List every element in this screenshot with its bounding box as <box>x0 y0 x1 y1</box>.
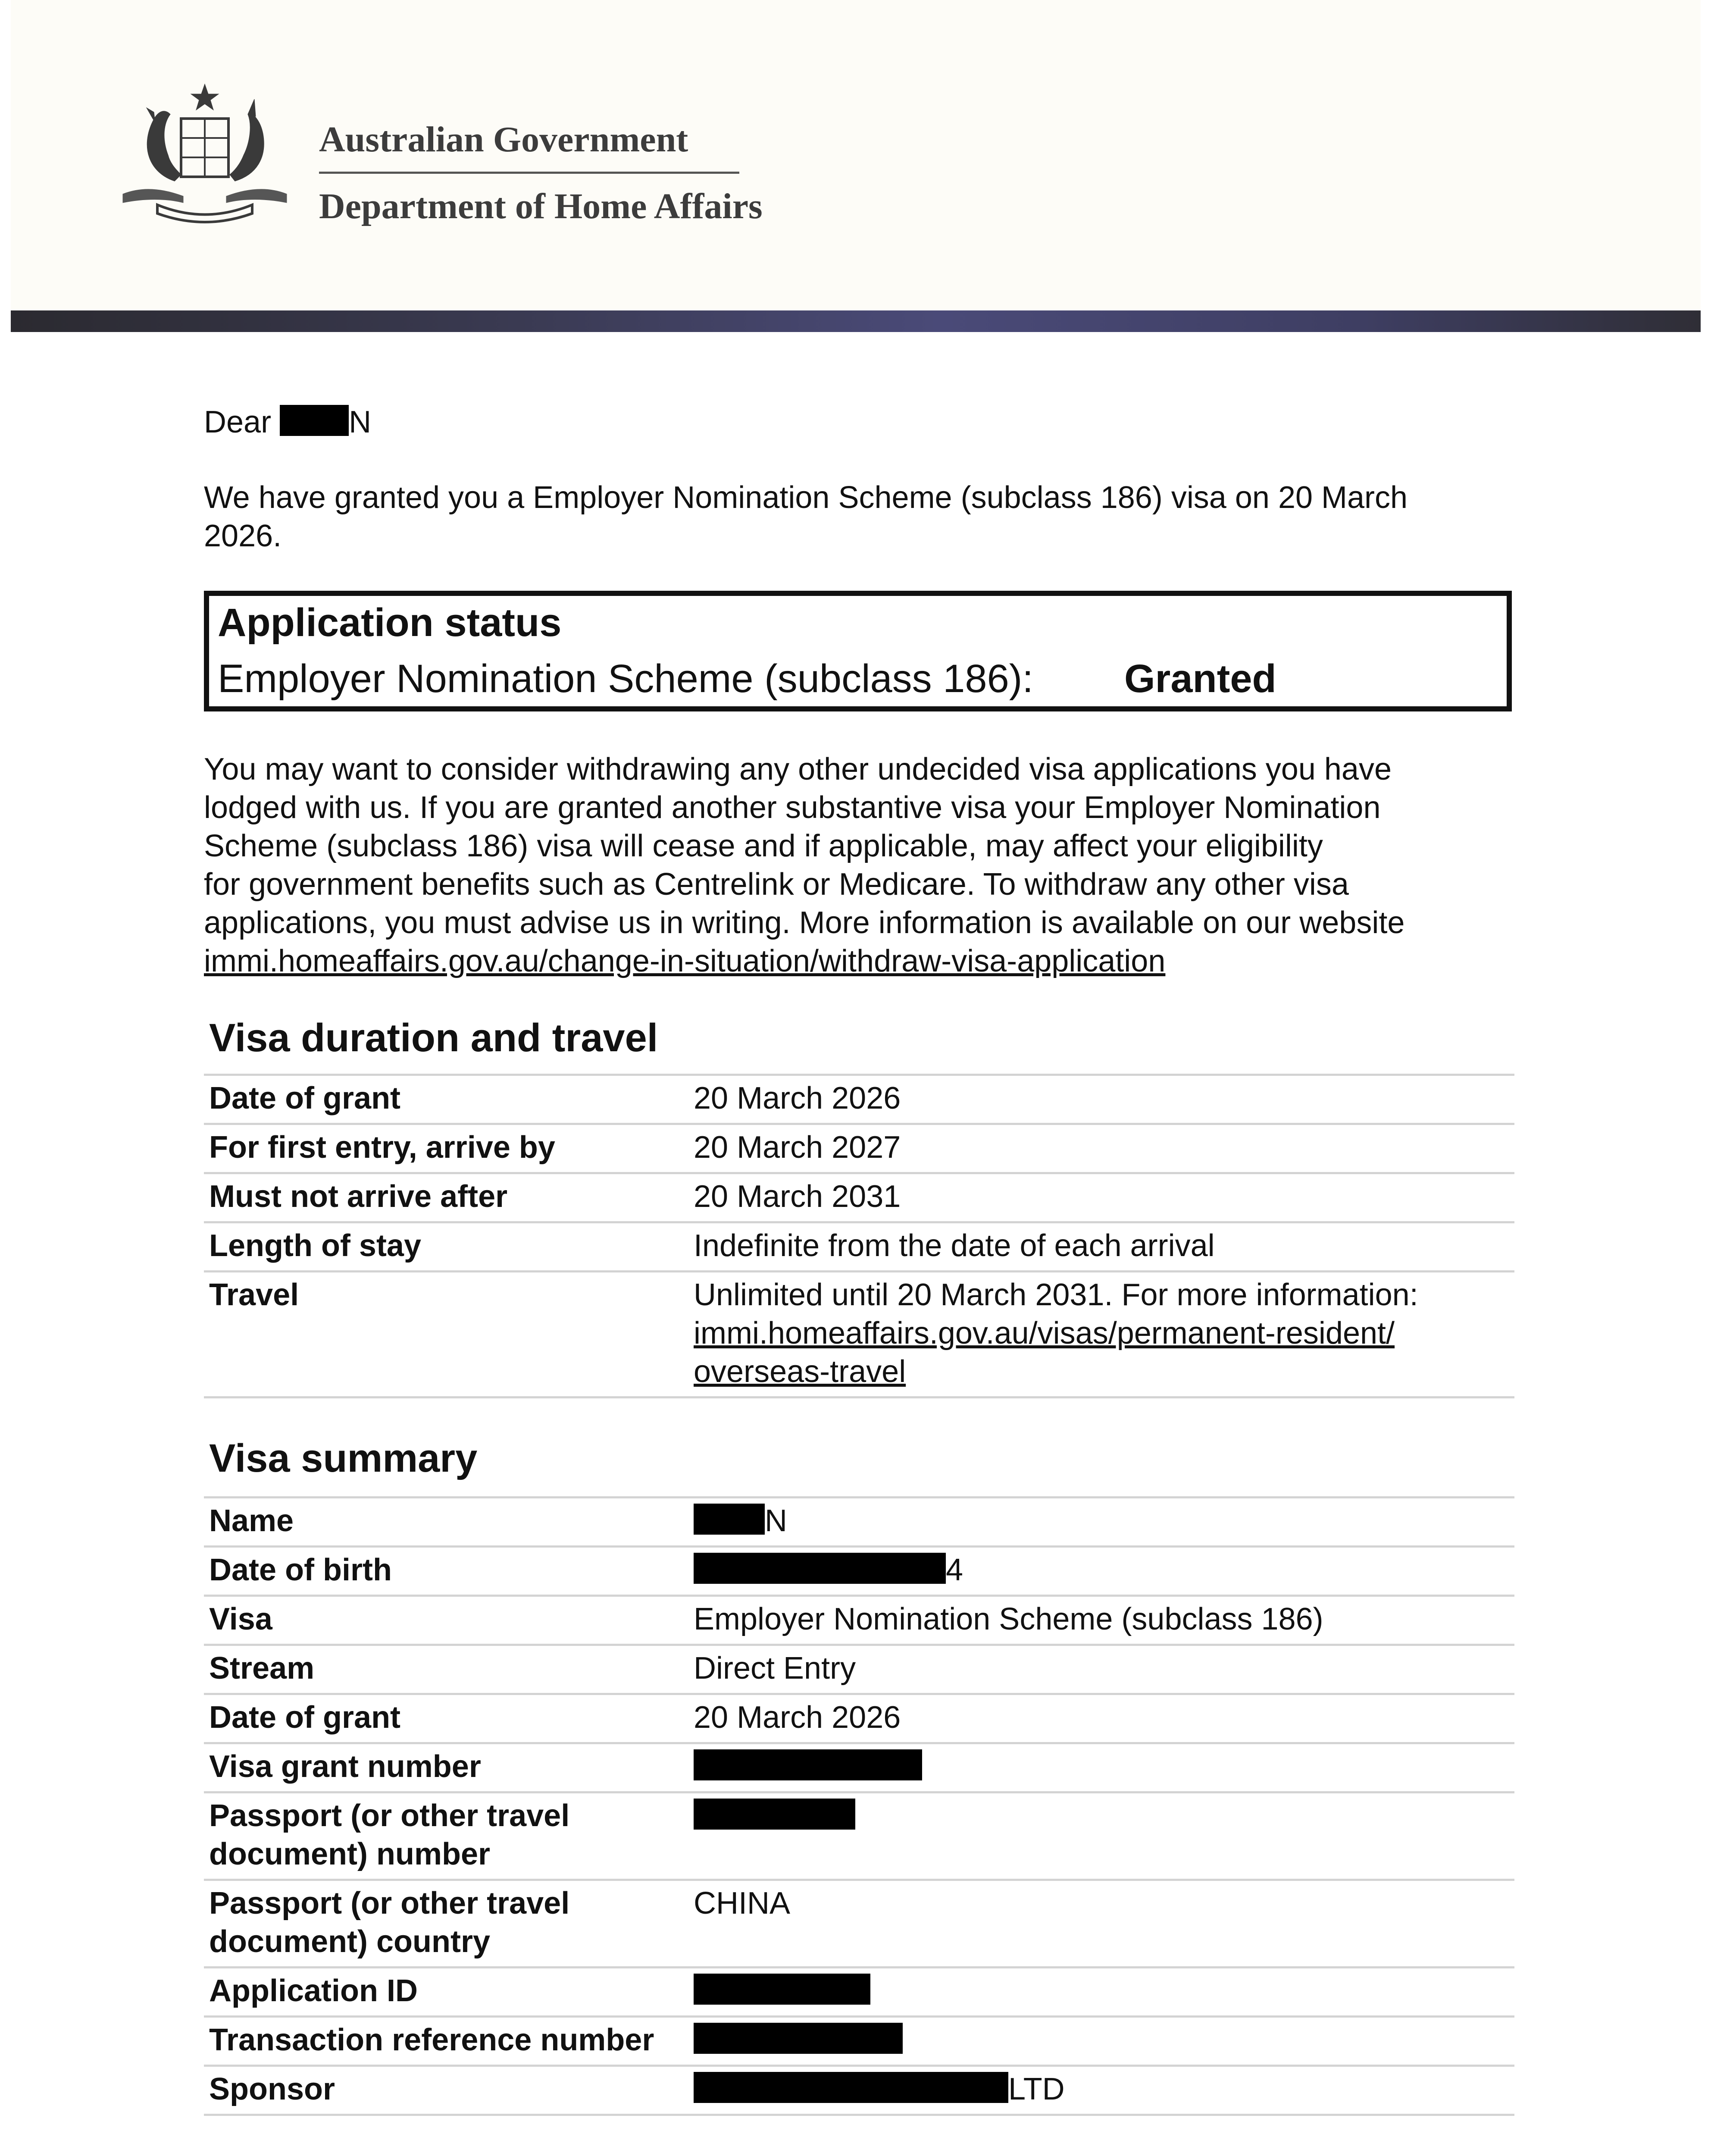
dob-suffix: 4 <box>946 1553 963 1587</box>
row-value <box>688 1272 1514 1398</box>
row-key-line: Passport (or other travel <box>209 1886 570 1921</box>
intro-line: We have granted you a Employer Nomination Scheme (subclass 186) visa on 20 March <box>204 480 1408 515</box>
government-name: Australian Government <box>319 119 688 160</box>
row-value <box>688 1792 1514 1880</box>
intro-line: 2026. <box>204 519 282 553</box>
row-value <box>688 2066 1514 2115</box>
status-label: Employer Nomination Scheme (subclass 186): <box>218 657 1033 701</box>
table-row <box>204 1173 1514 1222</box>
notice-line: lodged with us. If you are granted another substantive visa your Employer Nomination <box>204 790 1381 825</box>
coat-of-arms-logo <box>106 82 304 231</box>
row-value: Direct Entry <box>688 1645 1514 1694</box>
travel-text: Unlimited until 20 March 2031. For more information: <box>694 1278 1418 1312</box>
row-key-line: Passport (or other travel <box>209 1799 570 1833</box>
row-value <box>688 1498 1514 1547</box>
row-value: CHINA <box>688 1880 1514 1968</box>
row-value: Indefinite from the date of each arrival <box>688 1222 1514 1272</box>
table-row <box>204 1075 1514 1124</box>
row-key: Travel <box>204 1272 688 1398</box>
visa-summary-table <box>204 1496 1514 2116</box>
table-row <box>204 1880 1514 1968</box>
visa-duration-table <box>204 1074 1514 1398</box>
row-key: Sponsor <box>204 2066 688 2115</box>
table-row <box>204 1968 1514 2017</box>
overseas-travel-link[interactable]: overseas-travel <box>694 1354 906 1389</box>
row-value <box>688 1547 1514 1596</box>
notice-line: Scheme (subclass 186) visa will cease and if applicable, may affect your eligibility <box>204 829 1323 863</box>
application-status-box <box>204 591 1512 711</box>
table-row <box>204 1694 1514 1743</box>
table-row <box>204 1596 1514 1645</box>
name-suffix: N <box>765 1504 787 1538</box>
row-value: 20 March 2026 <box>688 1075 1514 1124</box>
table-row <box>204 1645 1514 1694</box>
row-key: Must not arrive after <box>204 1173 688 1222</box>
status-value: Granted <box>1124 657 1276 701</box>
row-key <box>204 1792 688 1880</box>
row-key: Visa grant number <box>204 1743 688 1792</box>
row-key: Date of grant <box>204 1075 688 1124</box>
greeting-name-suffix: N <box>349 405 372 439</box>
row-key: Stream <box>204 1645 688 1694</box>
row-value: 20 March 2026 <box>688 1694 1514 1743</box>
redacted-value <box>694 2072 1008 2103</box>
row-value: Employer Nomination Scheme (subclass 186) <box>688 1596 1514 1645</box>
table-row <box>204 1792 1514 1880</box>
table-row <box>204 1547 1514 1596</box>
department-name: Department of Home Affairs <box>319 186 763 226</box>
table-row <box>204 2017 1514 2066</box>
row-key <box>204 1880 688 1968</box>
redacted-value <box>694 1504 765 1535</box>
row-key: Date of birth <box>204 1547 688 1596</box>
redacted-value <box>694 1749 922 1780</box>
table-row <box>204 1272 1514 1398</box>
row-key: Length of stay <box>204 1222 688 1272</box>
redacted-name <box>280 405 349 436</box>
visa-summary-title: Visa summary <box>209 1436 478 1480</box>
table-row <box>204 2066 1514 2115</box>
row-key: Transaction reference number <box>204 2017 688 2066</box>
row-key: Date of grant <box>204 1694 688 1743</box>
row-value: 20 March 2027 <box>688 1124 1514 1173</box>
table-row <box>204 1124 1514 1173</box>
row-value <box>688 1743 1514 1792</box>
table-row <box>204 1743 1514 1792</box>
row-value <box>688 1968 1514 2017</box>
visa-duration-title: Visa duration and travel <box>209 1016 658 1060</box>
redacted-value <box>694 1799 855 1830</box>
redacted-value <box>694 2023 903 2054</box>
overseas-travel-link[interactable]: immi.homeaffairs.gov.au/visas/permanent-resident/ <box>694 1316 1395 1351</box>
row-key: Application ID <box>204 1968 688 2017</box>
header-band <box>11 310 1701 332</box>
table-row <box>204 1498 1514 1547</box>
row-key-line: document) country <box>209 1924 491 1959</box>
salutation: Dear <box>204 405 272 439</box>
row-key: Name <box>204 1498 688 1547</box>
table-row <box>204 1222 1514 1272</box>
header-divider <box>319 172 739 174</box>
row-value <box>688 2017 1514 2066</box>
row-key: For first entry, arrive by <box>204 1124 688 1173</box>
notice-line: You may want to consider withdrawing any other undecided visa applications you have <box>204 752 1392 787</box>
withdrawal-notice <box>204 750 1404 981</box>
redacted-value <box>694 1974 870 2005</box>
grant-intro <box>204 479 1408 555</box>
redacted-value <box>694 1553 946 1584</box>
row-key-line: document) number <box>209 1837 491 1871</box>
row-value: 20 March 2031 <box>688 1173 1514 1222</box>
notice-line: applications, you must advise us in writing. More information is available on our website <box>204 906 1405 940</box>
withdraw-visa-link[interactable]: immi.homeaffairs.gov.au/change-in-situation/withdraw-visa-application <box>204 944 1166 978</box>
greeting <box>204 403 371 442</box>
row-key: Visa <box>204 1596 688 1645</box>
notice-line: for government benefits such as Centrelink or Medicare. To withdraw any other visa <box>204 867 1349 902</box>
status-heading: Application status <box>218 601 562 645</box>
sponsor-suffix: LTD <box>1008 2072 1065 2106</box>
